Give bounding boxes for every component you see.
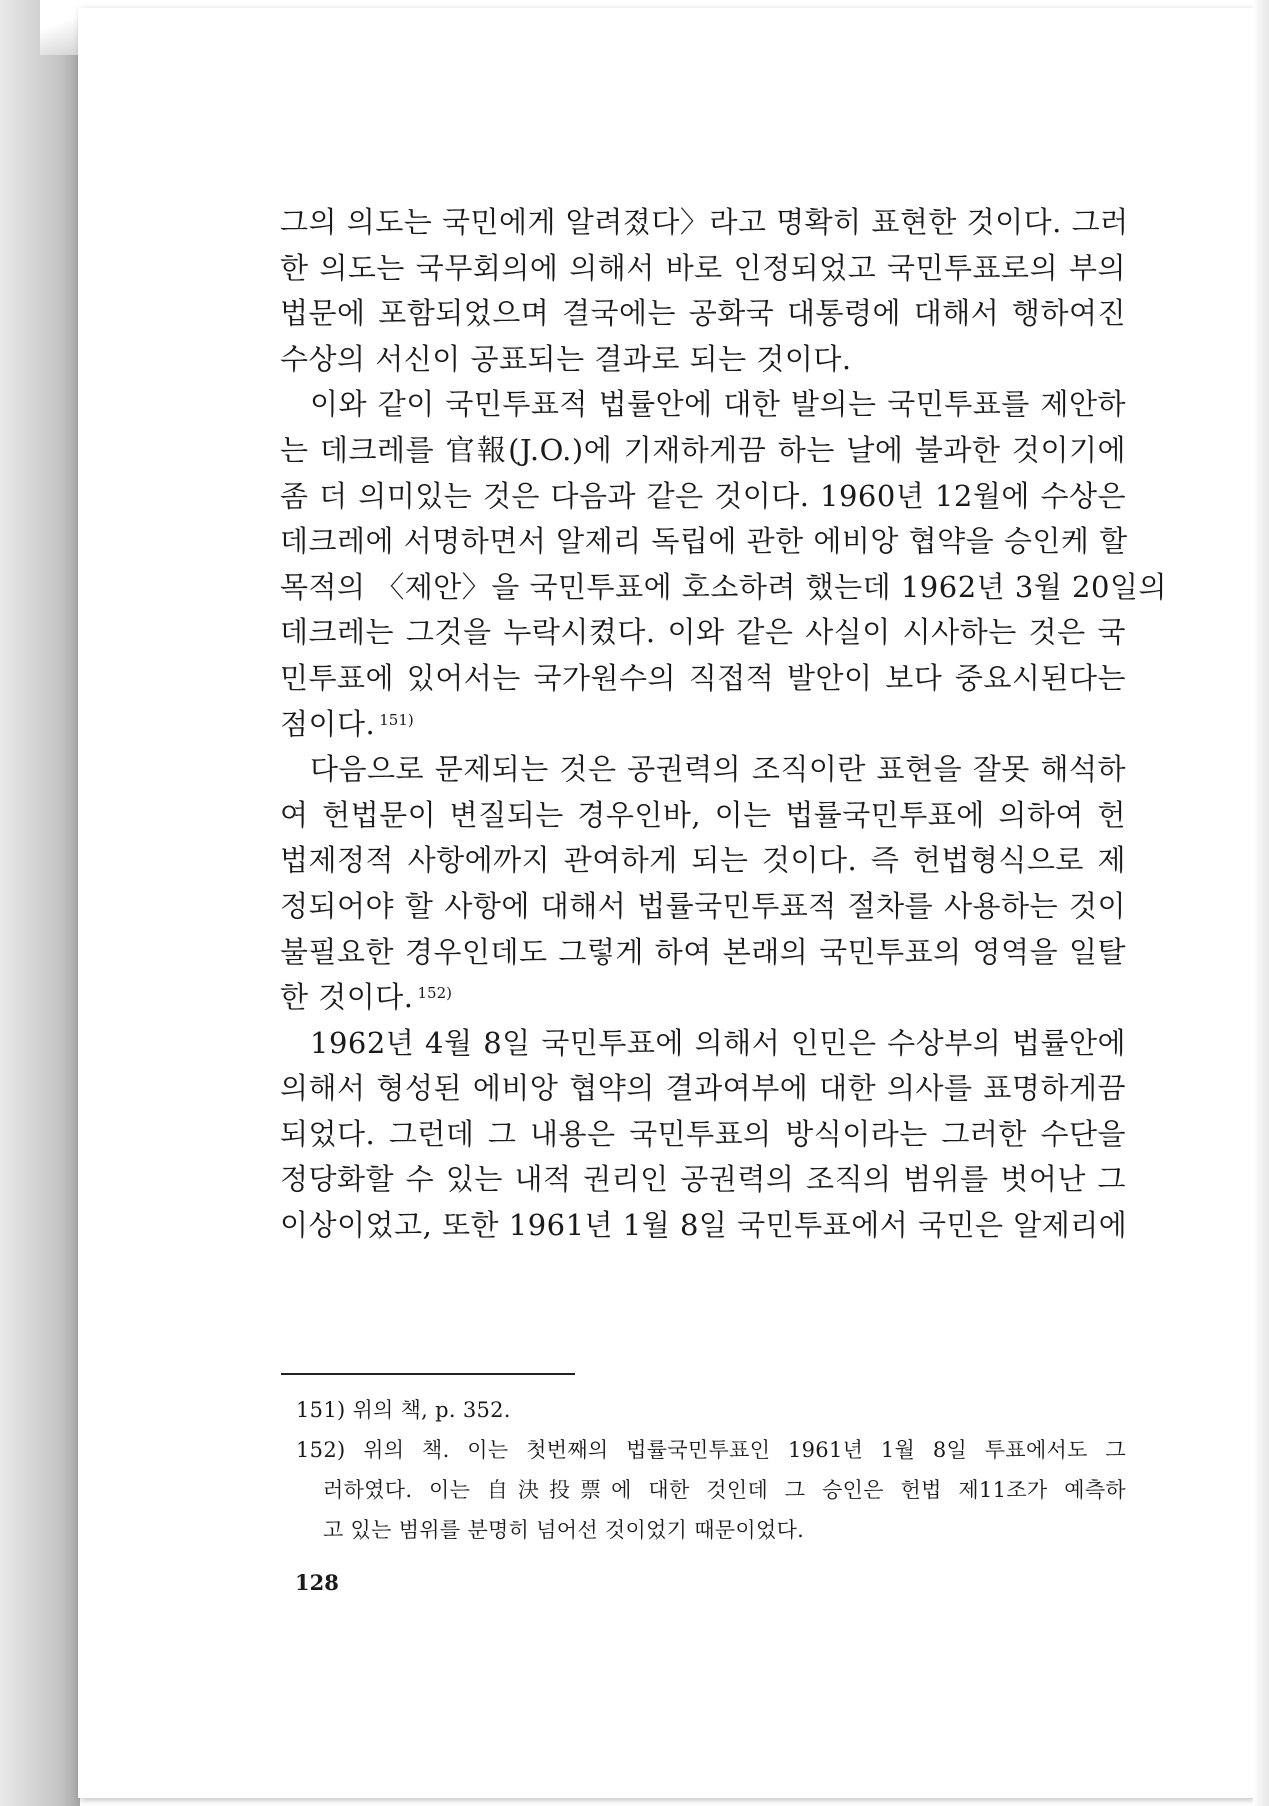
text-line: 이와 같이 국민투표적 법률안에 대한 발의는 국민투표를 제안하 (310, 387, 1126, 422)
paragraph-1 (280, 200, 1129, 382)
text-line: 그의 의도는 국민에게 알려졌다〉라고 명확히 표현한 것이다. 그러 (280, 205, 1129, 239)
text-line: 는 데크레를 官報(J.O.)에 기재하게끔 하는 날에 불과한 것이기에 (280, 432, 1126, 467)
footnote-divider (281, 1373, 575, 1375)
text-line: 되었다. 그런데 그 내용은 국민투표의 방식이라는 그러한 수단을 (280, 1116, 1126, 1151)
text-line: 좀 더 의미있는 것은 다음과 같은 것이다. 1960년 12월에 수상은 (280, 478, 1126, 513)
text-line: 법제정적 사항에까지 관여하게 되는 것이다. 즉 헌법형식으로 제 (280, 843, 1126, 878)
footnote-ref-152[interactable]: 152) (417, 984, 452, 1003)
text-line-content: 점이다. (280, 706, 376, 741)
text-line (280, 702, 1126, 748)
text-line: 데크레는 그것을 누락시켰다. 이와 같은 사실이 시사하는 것은 국 (280, 615, 1126, 650)
text-line: 불필요한 경우인데도 그렇게 하여 본래의 국민투표의 영역을 일탈 (280, 934, 1126, 969)
page-number: 128 (295, 1570, 339, 1595)
book-edge (0, 0, 80, 1806)
text-line: 이상이었고, 또한 1961년 1월 8일 국민투표에서 국민은 알제리에 (280, 1208, 1128, 1243)
text-line: 수상의 서신이 공표되는 결과로 되는 것이다. (280, 341, 852, 376)
text-line: 한 의도는 국무회의에 의해서 바로 인정되었고 국민투표로의 부의 (280, 250, 1126, 285)
page-right-edge (1253, 0, 1269, 1806)
paragraph-3 (280, 747, 1126, 1021)
text-line: 민투표에 있어서는 국가원수의 직접적 발안이 보다 중요시된다는 (280, 660, 1126, 695)
footnotes (296, 1390, 1126, 1550)
text-line: 데크레에 서명하면서 알제리 독립에 관한 에비앙 협약을 승인케 할 (280, 524, 1128, 559)
footnote-ref-151[interactable]: 151) (379, 710, 414, 729)
text-line: 의해서 형성된 에비앙 협약의 결과여부에 대한 의사를 표명하게끔 (280, 1071, 1126, 1106)
text-line: 여 헌법문이 변질되는 경우인바, 이는 법률국민투표에 의하여 헌 (280, 797, 1126, 832)
footnote-152-line: 고 있는 범위를 분명히 넘어선 것이었기 때문이었다. (323, 1518, 805, 1542)
body-text (280, 200, 1167, 1249)
text-line: 법문에 포함되었으며 결국에는 공화국 대통령에 대해서 행하여진 (280, 296, 1126, 331)
text-line (280, 975, 1126, 1021)
text-line: 목적의 〈제안〉을 국민투표에 호소하려 했는데 1962년 3월 20일의 (280, 569, 1167, 604)
footnote-152-line: 152) 위의 책. 이는 첫번째의 법률국민투표인 1961년 1월 8일 투표에서도 그 (296, 1438, 1126, 1462)
text-line: 다음으로 문제되는 것은 공권력의 조직이란 표현을 잘못 해석하 (310, 752, 1126, 787)
paragraph-4 (280, 1021, 1126, 1249)
paragraph-2 (280, 382, 1167, 747)
text-line-content: 한 것이다. (280, 980, 414, 1015)
footnote-151: 151) 위의 책, p. 352. (296, 1398, 511, 1422)
footnote-152-line: 러하였다. 이는 自決投票에 대한 것인데 그 승인은 헌법 제11조가 예측하 (323, 1478, 1126, 1502)
text-line: 정당화할 수 있는 내적 권리인 공권력의 조직의 범위를 벗어난 그 (280, 1162, 1126, 1197)
text-line: 1962년 4월 8일 국민투표에 의해서 인민은 수상부의 법률안에 (310, 1025, 1126, 1060)
text-line: 정되어야 할 사항에 대해서 법률국민투표적 절차를 사용하는 것이 (280, 888, 1126, 923)
